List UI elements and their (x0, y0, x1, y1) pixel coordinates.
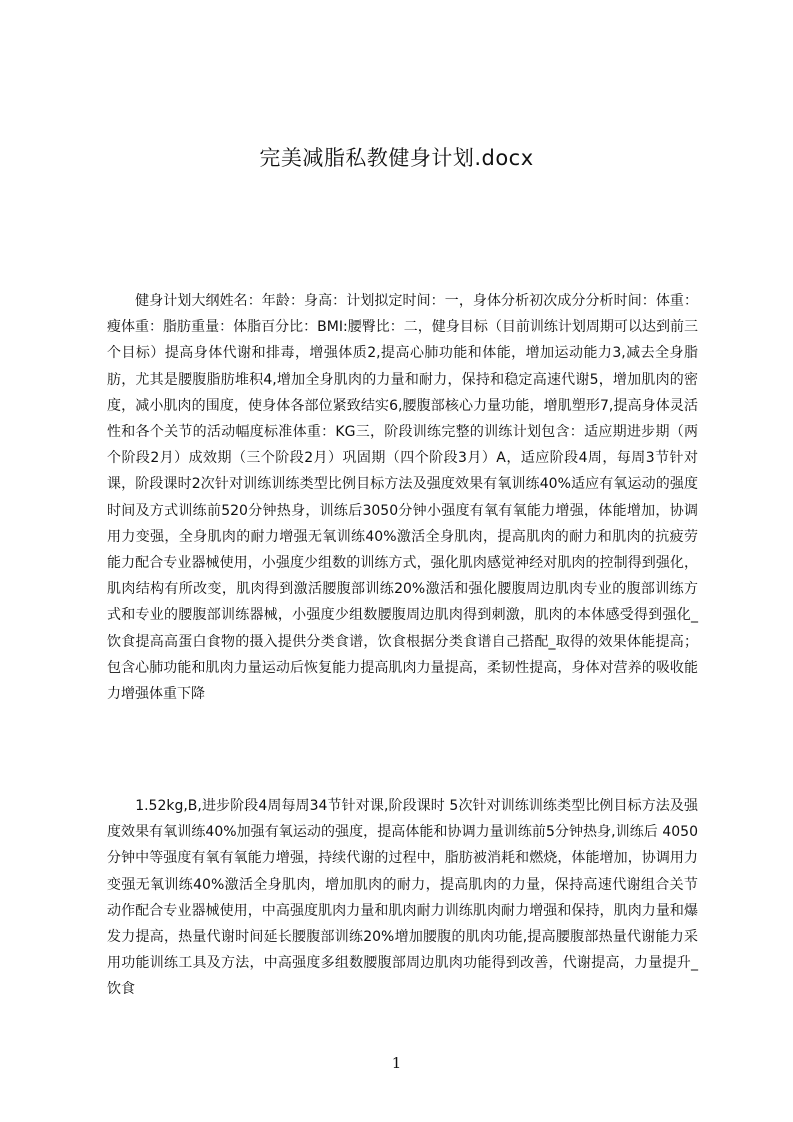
document-title: 完美减脂私教健身计划.docx (259, 146, 534, 170)
page-number: 1 (391, 1054, 402, 1072)
body-paragraph-2: 1.52kg,B,进步阶段4周每周34节针对课,阶段课时 5次针对训练训练类型比例目标方法及强度效果有氧训练40%加强有氧运动的强度，提高体能和协调力量训练前5分钟热身,训练后 4050分钟中等强度有氧有氧能力增强，持续代谢的过程中，脂肪被消耗和燃烧，体能增加，协调用力变强无氧训练40%激活全身肌肉，增加肌肉的耐力，提高肌肉的力量，保持高速代谢组合关节动作配合专业器械使用，中高强度肌肉力量和肌肉耐力训练肌肉耐力增强和保持，肌肉力量和爆发力提高，热量代谢时间延长腰腹部训练20%增加腰腹的肌肉功能,提高腰腹部热量代谢能力采用功能训练工具及方法，中高强度多组数腰腹部周边肌肉功能得到改善，代谢提高，力量提升_饮食 (107, 798, 698, 998)
body-paragraph-1: 健身计划大纲姓名：年龄：身高：计划拟定时间：一，身体分析初次成分分析时间：体重：瘦体重：脂肪重量：体脂百分比：BMI:腰臀比：二，健身目标（目前训练计划周期可以达到前三个目标）提高身体代谢和排毒，增强体质2,提高心肺功能和体能，增加运动能力3,减去全身脂肪，尤其是腰腹脂肪堆积4,增加全身肌肉的力量和耐力，保持和稳定高速代谢5，增加肌肉的密度，减小肌肉的围度，使身体各部位紧致结实6,腰腹部核心力量功能，增肌塑形7,提高身体灵活性和各个关节的活动幅度标准体重：KG三，阶段训练完整的训练计划包含：适应期进步期（两个阶段2月）成效期（三个阶段2月）巩固期（四个阶段3月）A，适应阶段4周，每周3节针对课，阶段课时2次针对训练训练类型比例目标方法及强度效果有氧训练40%适应有氧运动的强度时间及方式训练前520分钟热身，训练后3050分钟小强度有氧有氧能力增强，体能增加，协调用力变强，全身肌肉的耐力增强无氧训练40%激活全身肌肉，提高肌肉的耐力和肌肉的抗疲劳能力配合专业器械使用，小强度少组数的训练方式，强化肌肉感觉神经对肌肉的控制得到强化，肌肉结构有所改变，肌肉得到激活腰腹部训练20%激活和强化腰腹周边肌肉专业的腹部训练方式和专业的腰腹部训练器械，小强度少组数腰腹周边肌肉得到刺激，肌肉的本体感受得到强化_饮食提高高蛋白食物的摄入提供分类食谱，饮食根据分类食谱自己搭配_取得的效果体能提高；包含心肺功能和肌肉力量运动后恢复能力提高肌肉力量提高，柔韧性提高，身体对营养的吸收能力增强体重下降 (107, 293, 698, 703)
